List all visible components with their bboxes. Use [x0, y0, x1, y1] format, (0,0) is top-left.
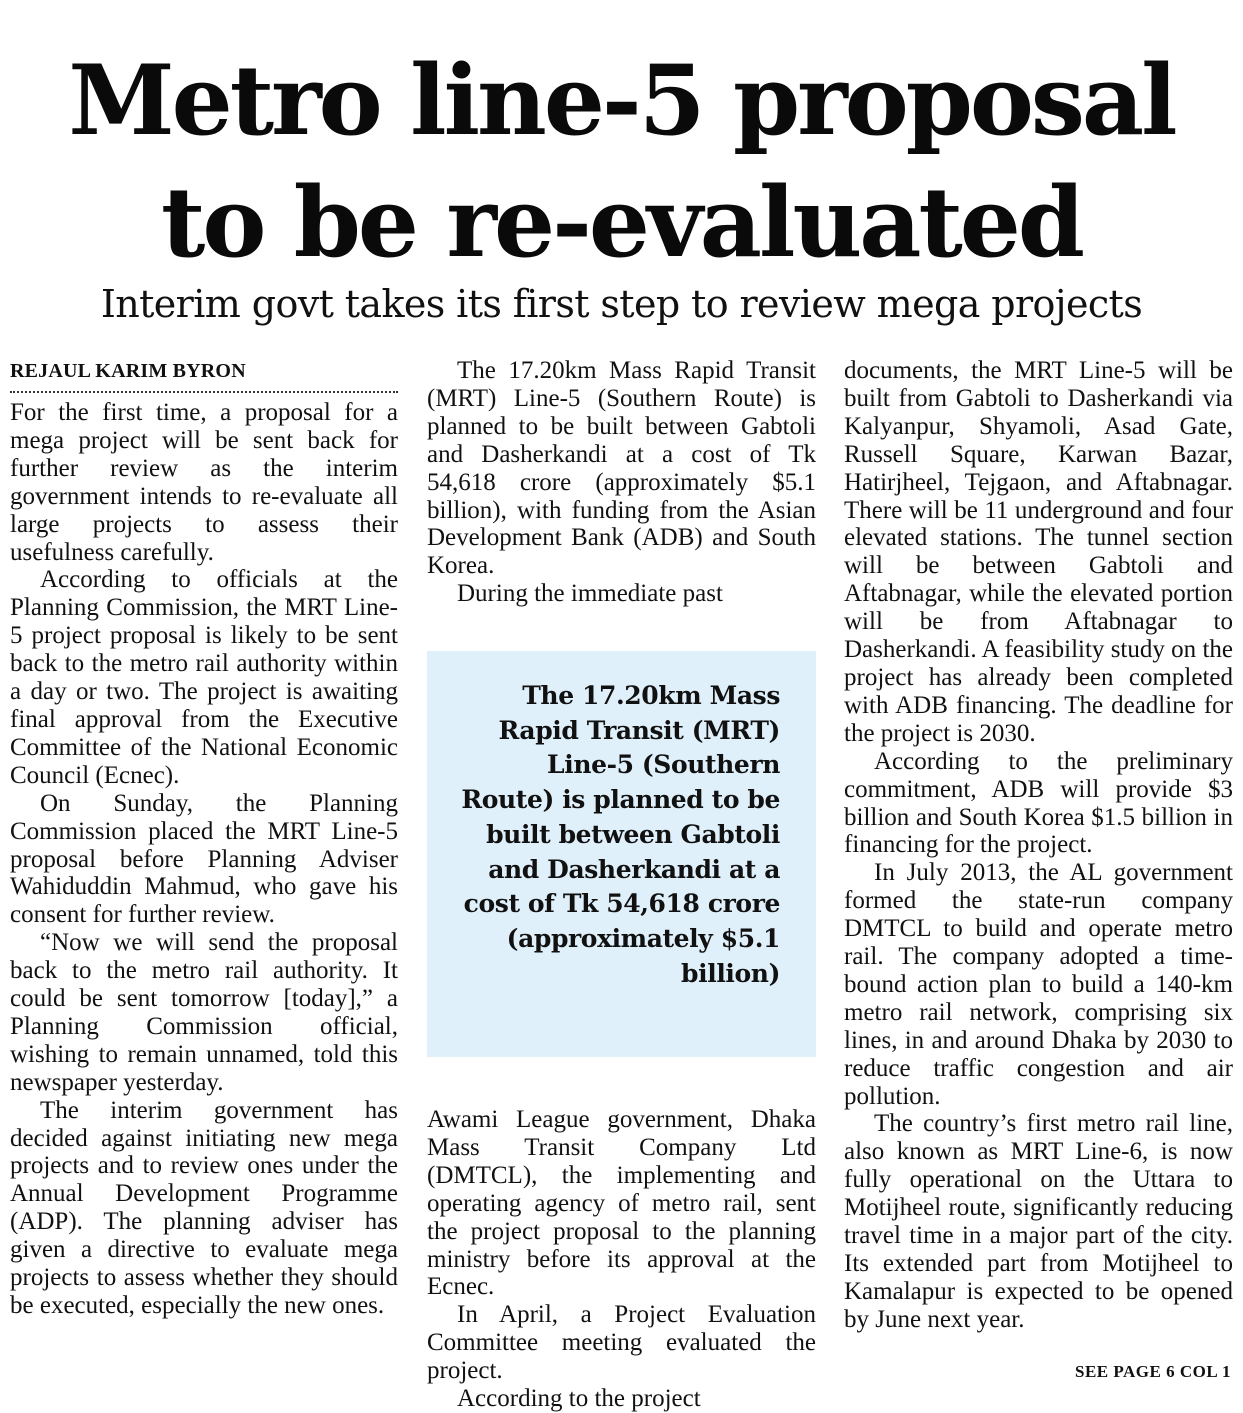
paragraph: On Sunday, the Planning Commission placed the MRT Line-5 proposal before Planning Adviser Wahiduddin Mahmud, who gave his consent for further review. — [10, 789, 398, 929]
jump-line: SEE PAGE 6 COL 1 — [1075, 1362, 1231, 1381]
paragraph: “Now we will send the proposal back to the metro rail authority. It could be sent tomorrow [today],” a Planning Commission official, wishing to remain unnamed, told this newspaper yesterday. — [10, 929, 398, 1096]
article-column-3 — [844, 357, 1233, 1334]
paragraph: The 17.20km Mass Rapid Transit (MRT) Line-5 (Southern Route) is planned to be built between Gabtoli and Dasherkandi at a cost of Tk 54,618 crore (approximately $5.1 billion), with funding from the Asian Development Bank (ADB) and South Korea. — [427, 357, 816, 580]
pull-quote: The 17.20km Mass Rapid Transit (MRT) Line-5 (Southern Route) is planned to be built between Gabtoli and Dasherkandi at a cost of Tk 54,618 crore (approximately $5.1 billion) — [427, 651, 816, 1057]
headline — [0, 40, 1243, 284]
paragraph: According to the preliminary commitment, ADB will provide $3 billion and South Korea $1.5 billion in financing for the project. — [844, 747, 1233, 859]
paragraph: According to officials at the Planning Commission, the MRT Line-5 project proposal is likely to be sent back to the metro rail authority within a day or two. The project is awaiting final approval from the Executive Committee of the National Economic Council (Ecnec). — [10, 566, 398, 789]
headline-line-2: to be re-evaluated — [161, 166, 1082, 279]
byline: REJAUL KARIM BYRON — [10, 357, 398, 393]
article-column-1 — [10, 357, 398, 1320]
paragraph: In July 2013, the AL government formed the state-run company DMTCL to build and operate metro rail. The company adopted a time-bound action plan to build a 140-km metro rail network, comprising six lines, in and around Dhaka by 2030 to reduce traffic congestion and air pollution. — [844, 859, 1233, 1110]
article-column-2-bottom — [427, 1106, 816, 1413]
paragraph: In April, a Project Evaluation Committee meeting evaluated the project. — [427, 1301, 816, 1385]
paragraph: The country’s first metro rail line, also known as MRT Line-6, is now fully operational on the Uttara to Motijheel route, significantly reducing travel time in a major part of the city. Its extended part from Motijheel to Kamalapur is expected to be opened by June next year. — [844, 1110, 1233, 1333]
paragraph: During the immediate past — [457, 580, 723, 608]
article-column-2-top — [427, 357, 816, 608]
headline-line-1: Metro line-5 proposal — [68, 44, 1175, 157]
paragraph: For the first time, a proposal for a mega project will be sent back for further review as the interim government intends to re-evaluate all large projects to assess their usefulness carefully. — [10, 399, 398, 566]
paragraph: documents, the MRT Line-5 will be built from Gabtoli to Dasherkandi via Kalyanpur, Shyamoli, Asad Gate, Russell Square, Karwan Bazar, Hatirjheel, Tejgaon, and Aftabnagar. There will be 11 underground and four elevated stations. The tunnel section will be between Gabtoli and Aftabnagar, while the elevated portion will be from Aftabnagar to Dasherkandi. A feasibility study on the project has already been completed with ADB financing. The deadline for the project is 2030. — [844, 357, 1233, 747]
paragraph: The interim government has decided against initiating new mega projects and to review ones under the Annual Development Programme (ADP). The planning adviser has given a directive to evaluate mega projects to assess whether they should be executed, especially the new ones. — [10, 1096, 398, 1319]
paragraph: Awami League government, Dhaka Mass Transit Company Ltd (DMTCL), the implementing and operating agency of metro rail, sent the project proposal to the planning ministry before its approval at the Ecnec. — [427, 1106, 816, 1301]
paragraph: According to the project — [457, 1385, 701, 1413]
subheadline: Interim govt takes its first step to review mega projects — [100, 282, 1143, 326]
